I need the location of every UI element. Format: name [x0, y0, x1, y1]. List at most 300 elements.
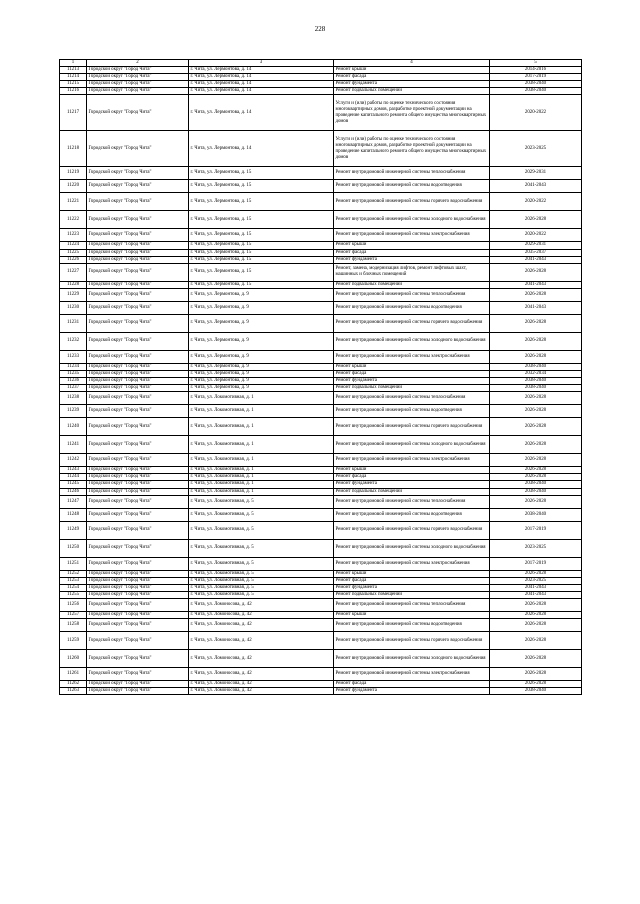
address-cell: г. Чита, ул. Лермонтова, д. 14 — [189, 67, 334, 74]
work-type-cell: Ремонт фундамента — [334, 81, 490, 88]
municipality-cell: Городской округ "Город Чита" — [87, 363, 189, 370]
period-cell: 2026-2028 — [490, 598, 582, 611]
row-number-cell: 11242 — [60, 454, 87, 467]
row-number-cell: 11229 — [60, 288, 87, 301]
row-number-cell: 11216 — [60, 88, 87, 95]
row-number-cell: 11237 — [60, 385, 87, 392]
municipality-cell: Городской округ "Город Чита" — [87, 385, 189, 392]
row-number-cell: 11260 — [60, 650, 87, 668]
municipality-cell: Городской округ "Город Чита" — [87, 591, 189, 598]
municipality-cell: Городской округ "Город Чита" — [87, 193, 189, 211]
address-cell: г. Чита, ул. Локомотивная, д. 5 — [189, 539, 334, 557]
work-type-cell: Ремонт внутридомовой инженерной системы холодного водоснабжения — [334, 650, 490, 668]
period-cell: 2038-2040 — [490, 688, 582, 695]
municipality-cell: Городской округ "Город Чита" — [87, 263, 189, 281]
period-cell: 2017-2019 — [490, 557, 582, 570]
period-cell: 2017-2019 — [490, 521, 582, 539]
address-cell: г. Чита, ул. Локомотивная, д. 1 — [189, 436, 334, 454]
work-type-cell: Ремонт внутридомовой инженерной системы горячего водоснабжения — [334, 193, 490, 211]
municipality-cell: Городской округ "Город Чита" — [87, 301, 189, 314]
period-cell: 2026-2028 — [490, 418, 582, 436]
table-row — [60, 598, 582, 611]
table-row — [60, 508, 582, 521]
work-type-cell: Услуги и (или) работы по оценке технического состояния многоквартирных домов, разработке проектной документации на проведение капитального ремонта общего имущества многоквартирных домов — [334, 131, 490, 167]
row-number-cell: 11235 — [60, 370, 87, 377]
period-cell: 2026-2028 — [490, 632, 582, 650]
period-cell: 2026-2028 — [490, 495, 582, 508]
municipality-cell: Городской округ "Город Чита" — [87, 249, 189, 256]
municipality-cell: Городской округ "Город Чита" — [87, 95, 189, 131]
work-type-cell: Ремонт крыши — [334, 467, 490, 474]
period-cell: 2026-2028 — [490, 405, 582, 418]
municipality-cell: Городской округ "Город Чита" — [87, 350, 189, 363]
table-body — [60, 60, 582, 695]
work-type-cell: Ремонт внутридомовой инженерной системы электроснабжения — [334, 454, 490, 467]
period-cell: 2038-2040 — [490, 385, 582, 392]
table-row — [60, 688, 582, 695]
row-number-cell: 11262 — [60, 681, 87, 688]
row-number-cell: 11222 — [60, 211, 87, 229]
work-type-cell: Ремонт фундамента — [334, 481, 490, 488]
address-cell: г. Чита, ул. Лермонтова, д. 9 — [189, 385, 334, 392]
row-number-cell: 11258 — [60, 619, 87, 632]
period-cell: 2017-2019 — [490, 74, 582, 81]
table-row — [60, 436, 582, 454]
municipality-cell: Городской округ "Город Чита" — [87, 88, 189, 95]
municipality-cell: Городской округ "Город Чита" — [87, 467, 189, 474]
work-type-cell: Ремонт фундамента — [334, 688, 490, 695]
table-row — [60, 681, 582, 688]
row-number-cell: 11240 — [60, 418, 87, 436]
address-cell: г. Чита, ул. Локомотивная, д. 5 — [189, 570, 334, 577]
work-type-cell: Ремонт внутридомовой инженерной системы холодного водоснабжения — [334, 539, 490, 557]
period-cell: 2026-2028 — [490, 454, 582, 467]
table-row — [60, 495, 582, 508]
address-cell: г. Чита, ул. Лермонтова, д. 9 — [189, 363, 334, 370]
table-row — [60, 167, 582, 180]
row-number-cell: 11261 — [60, 668, 87, 681]
address-cell: г. Чита, ул. Лермонтова, д. 15 — [189, 249, 334, 256]
row-number-cell: 11218 — [60, 131, 87, 167]
period-cell: 2038-2040 — [490, 378, 582, 385]
row-number-cell: 11255 — [60, 591, 87, 598]
work-type-cell: Ремонт внутридомовой инженерной системы водоотведения — [334, 180, 490, 193]
period-cell: 2041-2043 — [490, 281, 582, 288]
work-type-cell: Ремонт внутридомовой инженерной системы холодного водоснабжения — [334, 211, 490, 229]
work-type-cell: Ремонт внутридомовой инженерной системы горячего водоснабжения — [334, 314, 490, 332]
work-type-cell: Ремонт внутридомовой инженерной системы теплоснабжения — [334, 598, 490, 611]
table-row — [60, 242, 582, 249]
period-cell: 2038-2040 — [490, 363, 582, 370]
period-cell: 2020-2022 — [490, 229, 582, 242]
address-cell: г. Чита, ул. Ломоносова, д. 42 — [189, 650, 334, 668]
table-row — [60, 539, 582, 557]
work-type-cell: Ремонт внутридомовой инженерной системы теплоснабжения — [334, 167, 490, 180]
municipality-cell: Городской округ "Город Чита" — [87, 436, 189, 454]
work-type-cell: Ремонт фундамента — [334, 256, 490, 263]
municipality-cell: Городской округ "Город Чита" — [87, 668, 189, 681]
table-row — [60, 350, 582, 363]
table-row — [60, 418, 582, 436]
address-cell: г. Чита, ул. Локомотивная, д. 1 — [189, 454, 334, 467]
address-cell: г. Чита, ул. Локомотивная, д. 5 — [189, 508, 334, 521]
table-row — [60, 611, 582, 618]
table-row — [60, 405, 582, 418]
address-cell: г. Чита, ул. Лермонтова, д. 15 — [189, 242, 334, 249]
address-cell: г. Чита, ул. Лермонтова, д. 15 — [189, 180, 334, 193]
table-row — [60, 650, 582, 668]
table-row — [60, 301, 582, 314]
row-number-cell: 11249 — [60, 521, 87, 539]
address-cell: г. Чита, ул. Локомотивная, д. 5 — [189, 521, 334, 539]
period-cell: 2026-2028 — [490, 467, 582, 474]
header-cell-4: 4 — [334, 60, 490, 67]
period-cell: 2038-2040 — [490, 481, 582, 488]
municipality-cell: Городской округ "Город Чита" — [87, 256, 189, 263]
municipality-cell: Городской округ "Город Чита" — [87, 539, 189, 557]
work-type-cell: Ремонт фасада — [334, 577, 490, 584]
table-row — [60, 632, 582, 650]
table-row — [60, 249, 582, 256]
row-number-cell: 11227 — [60, 263, 87, 281]
work-type-cell: Ремонт фасада — [334, 249, 490, 256]
address-cell: г. Чита, ул. Локомотивная, д. 1 — [189, 488, 334, 495]
table-row — [60, 584, 582, 591]
period-cell: 2026-2028 — [490, 263, 582, 281]
address-cell: г. Чита, ул. Лермонтова, д. 9 — [189, 314, 334, 332]
row-number-cell: 11217 — [60, 95, 87, 131]
work-type-cell: Ремонт крыши — [334, 67, 490, 74]
table-row — [60, 570, 582, 577]
row-number-cell: 11263 — [60, 688, 87, 695]
work-type-cell: Ремонт внутридомовой инженерной системы водоотведения — [334, 508, 490, 521]
municipality-cell: Городской округ "Город Чита" — [87, 650, 189, 668]
municipality-cell: Городской округ "Город Чита" — [87, 392, 189, 405]
row-number-cell: 11257 — [60, 611, 87, 618]
row-number-cell: 11259 — [60, 632, 87, 650]
work-type-cell: Ремонт подвальных помещений — [334, 591, 490, 598]
table-row — [60, 577, 582, 584]
address-cell: г. Чита, ул. Лермонтова, д. 9 — [189, 350, 334, 363]
period-cell: 2026-2028 — [490, 211, 582, 229]
row-number-cell: 11243 — [60, 467, 87, 474]
address-cell: г. Чита, ул. Ломоносова, д. 42 — [189, 598, 334, 611]
page-number: 228 — [314, 25, 326, 33]
period-cell: 2026-2028 — [490, 350, 582, 363]
table-row — [60, 488, 582, 495]
period-cell: 2014-2016 — [490, 67, 582, 74]
table-row — [60, 521, 582, 539]
period-cell: 2026-2028 — [490, 619, 582, 632]
municipality-cell: Городской округ "Город Чита" — [87, 242, 189, 249]
period-cell: 2041-2043 — [490, 256, 582, 263]
municipality-cell: Городской округ "Город Чита" — [87, 281, 189, 288]
address-cell: г. Чита, ул. Локомотивная, д. 1 — [189, 418, 334, 436]
work-type-cell: Ремонт внутридомовой инженерной системы горячего водоснабжения — [334, 632, 490, 650]
table-header-row — [60, 60, 582, 67]
header-cell-1: 1 — [60, 60, 87, 67]
row-number-cell: 11251 — [60, 557, 87, 570]
row-number-cell: 11236 — [60, 378, 87, 385]
address-cell: г. Чита, ул. Лермонтова, д. 14 — [189, 74, 334, 81]
municipality-cell: Городской округ "Город Чита" — [87, 495, 189, 508]
table-row — [60, 211, 582, 229]
work-type-cell: Ремонт фасада — [334, 74, 490, 81]
period-cell: 2023-2025 — [490, 577, 582, 584]
table-row — [60, 392, 582, 405]
address-cell: г. Чита, ул. Локомотивная, д. 5 — [189, 577, 334, 584]
address-cell: г. Чита, ул. Лермонтова, д. 9 — [189, 378, 334, 385]
table-row — [60, 378, 582, 385]
municipality-cell: Городской округ "Город Чита" — [87, 229, 189, 242]
row-number-cell: 11256 — [60, 598, 87, 611]
work-type-cell: Ремонт фундамента — [334, 584, 490, 591]
municipality-cell: Городской округ "Город Чита" — [87, 508, 189, 521]
work-type-cell: Ремонт, замена, модернизация лифтов, ремонт лифтовых шахт, машинных и блочных помещений — [334, 263, 490, 281]
municipality-cell: Городской округ "Город Чита" — [87, 405, 189, 418]
period-cell: 2029-2031 — [490, 242, 582, 249]
municipality-cell: Городской округ "Город Чита" — [87, 577, 189, 584]
table-row — [60, 454, 582, 467]
municipality-cell: Городской округ "Город Чита" — [87, 74, 189, 81]
address-cell: г. Чита, ул. Локомотивная, д. 5 — [189, 557, 334, 570]
work-type-cell: Ремонт внутридомовой инженерной системы электроснабжения — [334, 229, 490, 242]
row-number-cell: 11220 — [60, 180, 87, 193]
municipality-cell: Городской округ "Город Чита" — [87, 557, 189, 570]
municipality-cell: Городской округ "Город Чита" — [87, 681, 189, 688]
table-row — [60, 332, 582, 350]
address-cell: г. Чита, ул. Лермонтова, д. 15 — [189, 193, 334, 211]
municipality-cell: Городской округ "Город Чита" — [87, 481, 189, 488]
address-cell: г. Чита, ул. Локомотивная, д. 1 — [189, 474, 334, 481]
municipality-cell: Городской округ "Город Чита" — [87, 454, 189, 467]
period-cell: 2026-2028 — [490, 611, 582, 618]
table-row — [60, 81, 582, 88]
row-number-cell: 11226 — [60, 256, 87, 263]
work-type-cell: Ремонт внутридомовой инженерной системы горячего водоснабжения — [334, 521, 490, 539]
row-number-cell: 11245 — [60, 481, 87, 488]
municipality-cell: Городской округ "Город Чита" — [87, 211, 189, 229]
work-type-cell: Ремонт внутридомовой инженерной системы электроснабжения — [334, 668, 490, 681]
period-cell: 2041-2043 — [490, 180, 582, 193]
address-cell: г. Чита, ул. Лермонтова, д. 9 — [189, 370, 334, 377]
period-cell: 2026-2028 — [490, 436, 582, 454]
municipality-cell: Городской округ "Город Чита" — [87, 378, 189, 385]
work-type-cell: Ремонт крыши — [334, 363, 490, 370]
municipality-cell: Городской округ "Город Чита" — [87, 619, 189, 632]
period-cell: 2020-2022 — [490, 193, 582, 211]
period-cell: 2041-2043 — [490, 591, 582, 598]
row-number-cell: 11247 — [60, 495, 87, 508]
address-cell: г. Чита, ул. Локомотивная, д. 1 — [189, 481, 334, 488]
period-cell: 2026-2028 — [490, 474, 582, 481]
work-type-cell: Ремонт внутридомовой инженерной системы холодного водоснабжения — [334, 332, 490, 350]
work-type-cell: Ремонт внутридомовой инженерной системы теплоснабжения — [334, 392, 490, 405]
table-row — [60, 95, 582, 131]
period-cell: 2026-2028 — [490, 288, 582, 301]
row-number-cell: 11252 — [60, 570, 87, 577]
work-type-cell: Ремонт внутридомовой инженерной системы холодного водоснабжения — [334, 436, 490, 454]
table-row — [60, 668, 582, 681]
row-number-cell: 11230 — [60, 301, 87, 314]
program-table — [59, 59, 582, 695]
table-row — [60, 131, 582, 167]
table-row — [60, 180, 582, 193]
municipality-cell: Городской округ "Город Чита" — [87, 418, 189, 436]
period-cell: 2026-2028 — [490, 681, 582, 688]
address-cell: г. Чита, ул. Локомотивная, д. 1 — [189, 467, 334, 474]
work-type-cell: Ремонт подвальных помещений — [334, 88, 490, 95]
row-number-cell: 11234 — [60, 363, 87, 370]
work-type-cell: Услуги и (или) работы по оценке технического состояния многоквартирных домов, разработке проектной документации на проведение капитального ремонта общего имущества многоквартирных домов — [334, 95, 490, 131]
address-cell: г. Чита, ул. Ломоносова, д. 42 — [189, 611, 334, 618]
municipality-cell: Городской округ "Город Чита" — [87, 688, 189, 695]
address-cell: г. Чита, ул. Локомотивная, д. 1 — [189, 392, 334, 405]
municipality-cell: Городской округ "Город Чита" — [87, 81, 189, 88]
table-row — [60, 256, 582, 263]
table-row — [60, 591, 582, 598]
period-cell: 2026-2028 — [490, 332, 582, 350]
row-number-cell: 11250 — [60, 539, 87, 557]
table-row — [60, 67, 582, 74]
table-row — [60, 363, 582, 370]
table-row — [60, 385, 582, 392]
work-type-cell: Ремонт внутридомовой инженерной системы теплоснабжения — [334, 495, 490, 508]
period-cell: 2026-2028 — [490, 650, 582, 668]
address-cell: г. Чита, ул. Лермонтова, д. 15 — [189, 281, 334, 288]
period-cell: 2032-2034 — [490, 370, 582, 377]
address-cell: г. Чита, ул. Лермонтова, д. 15 — [189, 167, 334, 180]
period-cell: 2041-2043 — [490, 584, 582, 591]
municipality-cell: Городской округ "Город Чита" — [87, 632, 189, 650]
table-row — [60, 557, 582, 570]
address-cell: г. Чита, ул. Лермонтова, д. 14 — [189, 81, 334, 88]
row-number-cell: 11223 — [60, 229, 87, 242]
table-row — [60, 467, 582, 474]
work-type-cell: Ремонт крыши — [334, 611, 490, 618]
work-type-cell: Ремонт внутридомовой инженерной системы водоотведения — [334, 301, 490, 314]
row-number-cell: 11253 — [60, 577, 87, 584]
work-type-cell: Ремонт внутридомовой инженерной системы электроснабжения — [334, 350, 490, 363]
period-cell: 2020-2022 — [490, 95, 582, 131]
row-number-cell: 11219 — [60, 167, 87, 180]
period-cell: 2035-2037 — [490, 249, 582, 256]
municipality-cell: Городской округ "Город Чита" — [87, 131, 189, 167]
municipality-cell: Городской округ "Город Чита" — [87, 584, 189, 591]
table-row — [60, 474, 582, 481]
address-cell: г. Чита, ул. Лермонтова, д. 15 — [189, 256, 334, 263]
row-number-cell: 11214 — [60, 74, 87, 81]
row-number-cell: 11225 — [60, 249, 87, 256]
work-type-cell: Ремонт фасада — [334, 681, 490, 688]
work-type-cell: Ремонт фундамента — [334, 378, 490, 385]
municipality-cell: Городской округ "Город Чита" — [87, 488, 189, 495]
municipality-cell: Городской округ "Город Чита" — [87, 570, 189, 577]
period-cell: 2038-2040 — [490, 81, 582, 88]
period-cell: 2023-2025 — [490, 131, 582, 167]
period-cell: 2026-2028 — [490, 668, 582, 681]
period-cell: 2026-2028 — [490, 570, 582, 577]
municipality-cell: Городской округ "Город Чита" — [87, 521, 189, 539]
row-number-cell: 11232 — [60, 332, 87, 350]
header-cell-2: 2 — [87, 60, 189, 67]
address-cell: г. Чита, ул. Лермонтова, д. 15 — [189, 211, 334, 229]
table-row — [60, 619, 582, 632]
table-row — [60, 263, 582, 281]
period-cell: 2026-2028 — [490, 314, 582, 332]
row-number-cell: 11246 — [60, 488, 87, 495]
row-number-cell: 11213 — [60, 67, 87, 74]
header-cell-3: 3 — [189, 60, 334, 67]
work-type-cell: Ремонт внутридомовой инженерной системы водоотведения — [334, 619, 490, 632]
address-cell: г. Чита, ул. Лермонтова, д. 15 — [189, 229, 334, 242]
municipality-cell: Городской округ "Город Чита" — [87, 474, 189, 481]
row-number-cell: 11233 — [60, 350, 87, 363]
work-type-cell: Ремонт крыши — [334, 570, 490, 577]
row-number-cell: 11254 — [60, 584, 87, 591]
period-cell: 2023-2025 — [490, 539, 582, 557]
work-type-cell: Ремонт подвальных помещений — [334, 488, 490, 495]
row-number-cell: 11248 — [60, 508, 87, 521]
address-cell: г. Чита, ул. Лермонтова, д. 9 — [189, 332, 334, 350]
work-type-cell: Ремонт крыши — [334, 242, 490, 249]
work-type-cell: Ремонт внутридомовой инженерной системы горячего водоснабжения — [334, 418, 490, 436]
row-number-cell: 11224 — [60, 242, 87, 249]
municipality-cell: Городской округ "Город Чита" — [87, 167, 189, 180]
table-row — [60, 88, 582, 95]
municipality-cell: Городской округ "Город Чита" — [87, 332, 189, 350]
address-cell: г. Чита, ул. Лермонтова, д. 9 — [189, 288, 334, 301]
row-number-cell: 11215 — [60, 81, 87, 88]
work-type-cell: Ремонт фасада — [334, 370, 490, 377]
municipality-cell: Городской округ "Город Чита" — [87, 180, 189, 193]
municipality-cell: Городской округ "Город Чита" — [87, 67, 189, 74]
work-type-cell: Ремонт внутридомовой инженерной системы теплоснабжения — [334, 288, 490, 301]
row-number-cell: 11228 — [60, 281, 87, 288]
address-cell: г. Чита, ул. Локомотивная, д. 5 — [189, 591, 334, 598]
address-cell: г. Чита, ул. Локомотивная, д. 5 — [189, 584, 334, 591]
row-number-cell: 11231 — [60, 314, 87, 332]
row-number-cell: 11221 — [60, 193, 87, 211]
table-row — [60, 370, 582, 377]
period-cell: 2038-2040 — [490, 88, 582, 95]
municipality-cell: Городской округ "Город Чита" — [87, 598, 189, 611]
address-cell: г. Чита, ул. Лермонтова, д. 14 — [189, 95, 334, 131]
work-type-cell: Ремонт подвальных помещений — [334, 385, 490, 392]
table-row — [60, 314, 582, 332]
address-cell: г. Чита, ул. Ломоносова, д. 42 — [189, 681, 334, 688]
period-cell: 2038-2040 — [490, 488, 582, 495]
address-cell: г. Чита, ул. Ломоносова, д. 42 — [189, 619, 334, 632]
row-number-cell: 11241 — [60, 436, 87, 454]
municipality-cell: Городской округ "Город Чита" — [87, 314, 189, 332]
table-row — [60, 481, 582, 488]
address-cell: г. Чита, ул. Лермонтова, д. 15 — [189, 263, 334, 281]
work-type-cell: Ремонт фасада — [334, 474, 490, 481]
municipality-cell: Городской округ "Город Чита" — [87, 370, 189, 377]
row-number-cell: 11244 — [60, 474, 87, 481]
work-type-cell: Ремонт внутридомовой инженерной системы водоотведения — [334, 405, 490, 418]
period-cell: 2026-2028 — [490, 392, 582, 405]
table-row — [60, 193, 582, 211]
table-row — [60, 281, 582, 288]
period-cell: 2029-2031 — [490, 167, 582, 180]
row-number-cell: 11238 — [60, 392, 87, 405]
row-number-cell: 11239 — [60, 405, 87, 418]
address-cell: г. Чита, ул. Локомотивная, д. 1 — [189, 405, 334, 418]
address-cell: г. Чита, ул. Локомотивная, д. 5 — [189, 495, 334, 508]
address-cell: г. Чита, ул. Лермонтова, д. 14 — [189, 131, 334, 167]
